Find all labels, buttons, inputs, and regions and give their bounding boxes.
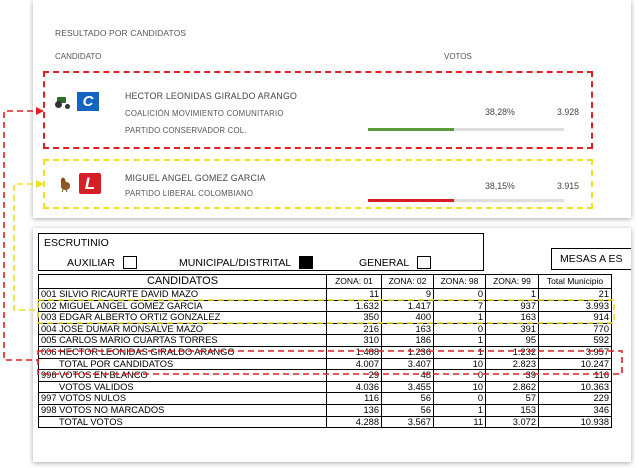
table-header-row	[39, 275, 612, 289]
row-description: TOTAL VOTOS	[39, 416, 327, 428]
row-value: 3.957	[539, 346, 612, 358]
row-value: 10.938	[539, 416, 612, 428]
table-row	[39, 289, 612, 301]
row-value: 1.236	[382, 346, 434, 358]
table-row	[39, 381, 612, 393]
row-value: 1.488	[327, 346, 382, 358]
row-value: 29	[327, 370, 382, 382]
candidate-logos	[55, 92, 99, 111]
row-value: 95	[486, 335, 539, 347]
table-row	[39, 312, 612, 324]
liberal-l-logo: L	[79, 173, 101, 194]
form-header	[38, 233, 484, 271]
option-label: GENERAL	[359, 256, 410, 269]
table-row	[39, 346, 612, 358]
option-auxiliar	[67, 256, 137, 269]
row-value: 0	[434, 370, 486, 382]
row-value: 163	[486, 312, 539, 324]
row-value: 153	[486, 404, 539, 416]
results-web-panel	[33, 0, 631, 218]
column-header: Total Municipio	[539, 275, 612, 289]
column-header: ZONA: 99	[486, 275, 539, 289]
table-body	[39, 289, 612, 428]
table-row	[39, 335, 612, 347]
row-value: 56	[382, 393, 434, 405]
option-label: MUNICIPAL/DISTRITAL	[179, 256, 292, 269]
row-description: 002 MIGUEL ANGEL GOMEZ GARCIA	[39, 300, 327, 312]
row-value: 400	[382, 312, 434, 324]
option-municipal	[179, 256, 313, 269]
vote-progress-bar	[368, 128, 564, 131]
vote-progress-fill	[368, 199, 454, 202]
row-value: 10	[434, 358, 486, 370]
row-value: 56	[382, 404, 434, 416]
row-description: TOTAL POR CANDIDATOS	[39, 358, 327, 370]
form-title: ESCRUTINIO	[44, 237, 109, 249]
row-value: 4.007	[327, 358, 382, 370]
row-description: 998 VOTOS NO MARCADOS	[39, 404, 327, 416]
row-value: 116	[539, 370, 612, 382]
row-value: 1.232	[486, 346, 539, 358]
scanned-escrutinio-form	[33, 228, 631, 462]
row-value: 163	[382, 323, 434, 335]
row-value: 770	[539, 323, 612, 335]
row-value: 2.862	[486, 381, 539, 393]
rooster-icon	[55, 178, 75, 190]
row-value: 3.455	[382, 381, 434, 393]
row-value: 1	[434, 346, 486, 358]
tractor-icon	[55, 96, 73, 108]
table-row	[39, 416, 612, 428]
checkbox-auxiliar	[123, 256, 137, 269]
row-value: 57	[486, 393, 539, 405]
row-value: 10.247	[539, 358, 612, 370]
candidate-party: PARTIDO CONSERVADOR COL.	[125, 126, 247, 135]
vote-percentage: 38,15%	[485, 181, 515, 191]
table-row	[39, 300, 612, 312]
row-value: 186	[382, 335, 434, 347]
results-table	[38, 274, 612, 428]
option-general	[359, 256, 431, 269]
mesas-label: MESAS A ES	[551, 248, 631, 270]
row-value: 136	[327, 404, 382, 416]
row-value: 39	[486, 370, 539, 382]
row-value: 7	[434, 300, 486, 312]
row-description: VOTOS VALIDOS	[39, 381, 327, 393]
option-label: AUXILIAR	[67, 256, 115, 269]
row-value: 350	[327, 312, 382, 324]
table-row	[39, 323, 612, 335]
row-value: 310	[327, 335, 382, 347]
column-header: ZONA: 02	[382, 275, 434, 289]
row-value: 4.036	[327, 381, 382, 393]
row-value: 9	[382, 289, 434, 301]
section-title: RESULTADO POR CANDIDATOS	[55, 28, 187, 38]
row-value: 1.632	[327, 300, 382, 312]
column-header-votes: VOTOS	[444, 52, 472, 61]
row-value: 216	[327, 323, 382, 335]
checkbox-municipal	[299, 256, 313, 269]
row-value: 10.363	[539, 381, 612, 393]
row-value: 0	[434, 289, 486, 301]
conservative-c-logo: C	[77, 92, 99, 111]
column-header: ZONA: 98	[434, 275, 486, 289]
row-value: 937	[486, 300, 539, 312]
column-header: CANDIDATOS	[39, 275, 327, 289]
row-value: 346	[539, 404, 612, 416]
row-value: 0	[434, 393, 486, 405]
candidate-name: MIGUEL ANGEL GOMEZ GARCIA	[125, 173, 266, 183]
row-value: 11	[434, 416, 486, 428]
row-value: 48	[382, 370, 434, 382]
row-value: 1.417	[382, 300, 434, 312]
candidate-name: HECTOR LEONIDAS GIRALDO ARANGO	[125, 91, 298, 101]
row-description: 003 EDGAR ALBERTO ORTIZ GONZALEZ	[39, 312, 327, 324]
row-value: 1	[434, 404, 486, 416]
row-value: 391	[486, 323, 539, 335]
row-value: 116	[327, 393, 382, 405]
column-header-candidate: CANDIDATO	[55, 52, 102, 61]
candidate-coalition: COALICIÓN MOVIMIENTO COMUNITARIO	[125, 109, 284, 118]
vote-percentage: 38,28%	[485, 107, 515, 117]
row-value: 914	[539, 312, 612, 324]
checkbox-general	[417, 256, 431, 269]
row-value: 1	[434, 312, 486, 324]
vote-progress-fill	[368, 128, 454, 131]
table-row	[39, 393, 612, 405]
row-value: 592	[539, 335, 612, 347]
row-description: 001 SILVIO RICAURTE DAVID MAZO	[39, 289, 327, 301]
row-value: 4.288	[327, 416, 382, 428]
candidate-card-giraldo[interactable]	[43, 71, 593, 149]
candidate-party: PARTIDO LIBERAL COLOMBIANO	[125, 189, 254, 198]
row-value: 0	[434, 323, 486, 335]
row-value: 11	[327, 289, 382, 301]
row-value: 3.407	[382, 358, 434, 370]
row-value: 3.072	[486, 416, 539, 428]
vote-progress-bar	[368, 199, 564, 202]
row-description: 006 HECTOR LEONIDAS GIRALDO ARANGO	[39, 346, 327, 358]
vote-count: 3.928	[557, 107, 580, 117]
vote-count: 3.915	[557, 181, 580, 191]
table-row	[39, 358, 612, 370]
row-value: 1	[434, 335, 486, 347]
row-value: 229	[539, 393, 612, 405]
table-row	[39, 404, 612, 416]
row-value: 3.993	[539, 300, 612, 312]
candidate-logos	[55, 173, 101, 194]
row-description: 997 VOTOS NULOS	[39, 393, 327, 405]
table-row	[39, 370, 612, 382]
column-header: ZONA: 01	[327, 275, 382, 289]
row-value: 1	[486, 289, 539, 301]
row-description: 005 CARLOS MARIO CUARTAS TORRES	[39, 335, 327, 347]
row-description: 004 JOSE DUMAR MONSALVE MAZO	[39, 323, 327, 335]
row-value: 2.823	[486, 358, 539, 370]
row-description: 996 VOTOS EN BLANCO	[39, 370, 327, 382]
candidate-card-gomez[interactable]	[43, 159, 593, 209]
row-value: 21	[539, 289, 612, 301]
row-value: 3.567	[382, 416, 434, 428]
row-value: 10	[434, 381, 486, 393]
